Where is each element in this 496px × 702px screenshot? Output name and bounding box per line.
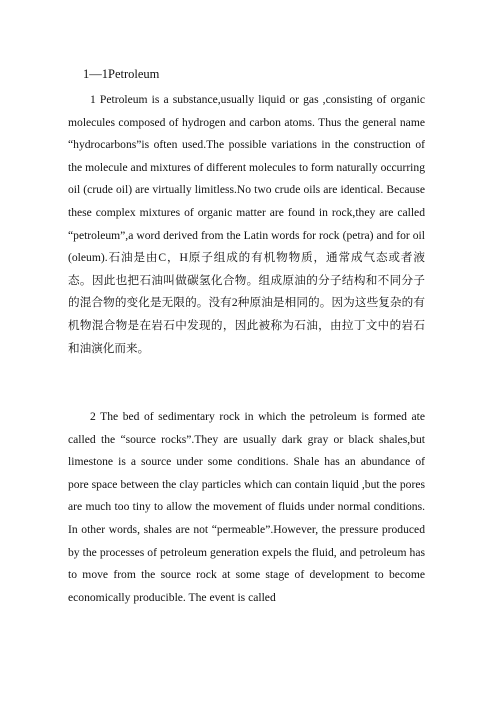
paragraph-1: 1 Petroleum is a substance,usually liquid or gas ,consisting of organic molecules composed of hydrogen and carbon atoms. Thus the general name “hydrocarbons”is often used.The possible variations in the construction of the molecule and mixtures of different molecules to form naturally occurring oil (crude oil) are virtually limitless.No two crude oils are identical. Because these complex mixtures of organic matter are found in rock,they are called “petroleum”,a word derived from the Latin words for rock (petra) and for oil (oleum).石油是由C，H原子组成的有机物物质，通常成气态或者液态。因此也把石油叫做碳氢化合物。组成原油的分子结构和不同分子的混合物的变化是无限的。没有2种原油是相同的。因为这些复杂的有机物混合物是在岩石中发现的，因此被称为石油，由拉丁文中的岩石和油演化而来。 (68, 93, 425, 355)
paragraph-2: 2 The bed of sedimentary rock in which the petroleum is formed ate called the “source rocks”.They are usually dark gray or black shales,but limestone is a source under some conditions. Shale has an abundance of pore space between the clay particles which can contain liquid ,but the pores are much too tiny to allow the movement of fluids under normal conditions. In other words, shales are not “permeable”.However, the pressure produced by the processes of petroleum generation expels the fluid, and petroleum has to move from the source rock at some stage of development to become economically producible. The event is called (68, 410, 425, 604)
section-heading: 1—1Petroleum (83, 67, 160, 81)
